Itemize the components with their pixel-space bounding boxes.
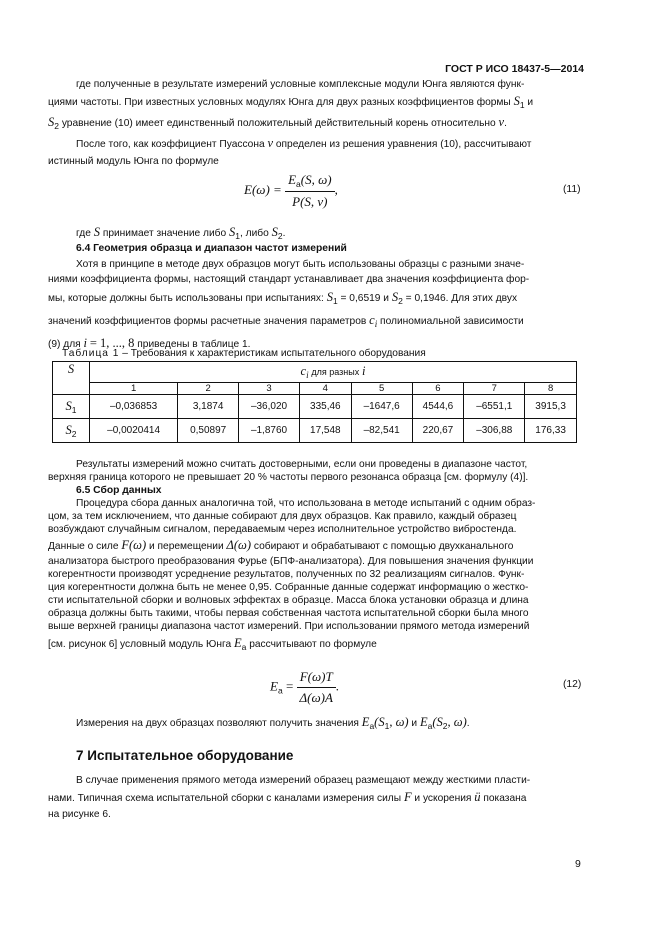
table-cell: –36,020: [239, 395, 300, 419]
table-cell: 17,548: [299, 419, 351, 443]
section-7-title: 7 Испытательное оборудование: [76, 748, 294, 763]
table-group-header: ci для разных i: [90, 362, 577, 383]
page-number: 9: [575, 858, 581, 870]
table-cell: –6551,1: [464, 395, 525, 419]
column-number: 8: [525, 383, 577, 395]
column-number: 5: [351, 383, 412, 395]
table-cell: 220,67: [412, 419, 464, 443]
row-label: $S_1$: [53, 395, 90, 419]
table-cell: 3,1874: [178, 395, 239, 419]
column-number: 1: [90, 383, 178, 395]
equation-12-number: (12): [563, 679, 582, 690]
section-6-4-title: 6.4 Геометрия образца и диапазон частот измерений: [76, 243, 347, 254]
intro-paragraph: где полученные в результате измерений условные комплексные модули Юнга являются функ- циями частоты. При известных условных модулях Юнга для двух разных коэффициентов формы $S_1$ и $S_2$ уравнение (10) имеет единственный положительный действительный корень относительно ν. После того, как коэффициент Пуассона ν определен из решения уравнения (10), рассчитывают истинный модуль Юнга по формуле: [48, 79, 534, 167]
after-eq12-text: Измерения на двух образцах позволяют получить значения $E_a(S_1$, ω) и $E_a(S_2$, ω).: [76, 715, 470, 731]
table-cell: 4544,6: [412, 395, 464, 419]
table-cell: –0,0020414: [90, 419, 178, 443]
table-cell: 0,50897: [178, 419, 239, 443]
table-1-caption: Таблица 1 – Требования к характеристикам испытательного оборудования: [62, 348, 426, 359]
table-cell: –1647,6: [351, 395, 412, 419]
section-6-4: 6.4 Геометрия образца и диапазон частот измерений Хотя в принципе в методе двух образцов могут быть использованы образцы с разными значе- ниями коэффициента формы, настоящий стандарт устанавливает два значения коэффициента фор- мы, которые должны быть использованы при испытаниях: $S_1 = 0,6519$ и $S_2 = 0,1946$. Для этих двух значений коэффициентов формы расчетные значения параметров ci полиномиальной зависимости (9) для i = 1, ..., 8 приведены в таблице 1.: [48, 241, 585, 354]
table-row: [53, 419, 577, 443]
section-7-text: В случае применения прямого метода измерений образец размещают между жесткими пласти- нами. Типичная схема испытательной сборки с каналами измерения силы F и ускорения ü показана на рисунке 6.: [48, 775, 531, 820]
table-1: [52, 361, 577, 443]
section-6-5: Результаты измерений можно считать достоверными, если они проведены в диапазоне частот, верхняя граница которого не превышает 20 % частоты первого резонанса образца [см. формулу (4)]. 6.5 Сбор данных Процедура сбора данных аналогична той, что использована в методе испытаний с одним образ- цом, за тем исключением, что данные собирают для двух образцов. Как правило, каждый образец возбуждают случайным сигналом, передаваемым через исполнительное устройство вибростенда. Данные о силе F(ω) и перемещении Δ(ω) собирают и обрабатывают с помощью двухканального анализатора быстрого преобразования Фурье (БПФ-анализатора). Для повышения значения функции когерентности производят усреднение результатов, полученных по 32 реализациям сигналов. Функ- ция когерентности должна быть не менее 0,95. Собранные данные содержат информацию о жестко- сти испытательной сборки и волновых эффектах в образце. Масса блока установки образца и длина образца должны быть такими, чтобы первая собственная частота испытательной сборки была много выше верхней границы диапазона частот измерений. При использовании прямого метода измерений [см. рисунок 6] условный модуль Юнга $E_a$ рассчитывают по формуле: [48, 459, 585, 657]
table-cell: –1,8760: [239, 419, 300, 443]
table-cell: –306,88: [464, 419, 525, 443]
equation-12: $E_a$ = $\frac{F(\omega)T}{\Delta(\omega)A}$ .: [270, 669, 340, 705]
after-eq11-text: где S принимает значение либо $S_1$, либо $S_2$.: [76, 225, 286, 241]
table-cell: –0,036853: [90, 395, 178, 419]
column-number: 2: [178, 383, 239, 395]
column-number: 3: [239, 383, 300, 395]
document-header: ГОСТ Р ИСО 18437-5—2014: [445, 63, 584, 75]
table-corner-cell: S: [53, 362, 90, 395]
table-cell: 3915,3: [525, 395, 577, 419]
column-number: 6: [412, 383, 464, 395]
table-header-row: [53, 362, 577, 383]
table-row: [53, 395, 577, 419]
column-number: 7: [464, 383, 525, 395]
table-cell: –82,541: [351, 419, 412, 443]
table-cell: 176,33: [525, 419, 577, 443]
column-number: 4: [299, 383, 351, 395]
table-column-numbers: [53, 383, 577, 395]
equation-11: E(ω) = $\frac{E_a(S, \omega)}{P(S, \nu)}$ ,: [244, 172, 338, 209]
section-6-5-title: 6.5 Сбор данных: [76, 484, 162, 496]
row-label: $S_2$: [53, 419, 90, 443]
equation-11-number: (11): [563, 184, 581, 195]
table-cell: 335,46: [299, 395, 351, 419]
